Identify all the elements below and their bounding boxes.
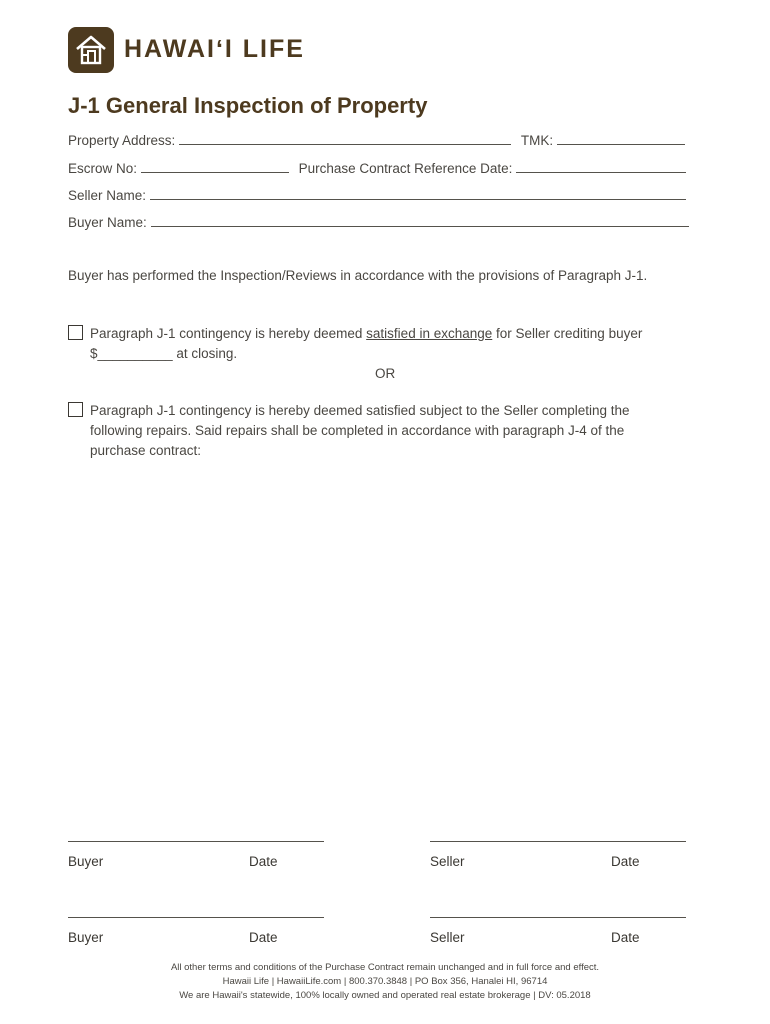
page-title: J-1 General Inspection of Property [68, 93, 428, 118]
buyer-name-label: Buyer Name: [68, 215, 147, 230]
option1-text-after: for Seller crediting buyer [492, 326, 643, 341]
house-door-icon [68, 27, 114, 73]
seller-signature-line-1[interactable] [430, 841, 686, 842]
seller-name-row [68, 187, 686, 203]
brand-name: HAWAIʻI LIFE [124, 35, 305, 63]
buyer-label-1: Buyer [68, 854, 104, 869]
buyer-signature-line-2[interactable] [68, 917, 324, 918]
buyer-name-field[interactable] [151, 214, 689, 227]
escrow-field[interactable] [141, 160, 289, 173]
buyer-date-label-1: Date [249, 854, 278, 869]
option1-checkbox[interactable] [68, 325, 83, 340]
or-divider: OR [375, 366, 396, 381]
seller-date-label-2: Date [611, 930, 640, 945]
property-address-row [68, 132, 685, 148]
option1-line2: $__________ at closing. [90, 346, 238, 361]
buyer-signature-line-1[interactable] [68, 841, 324, 842]
statement-text: Buyer has performed the Inspection/Reviews in accordance with the provisions of Paragraph J-1. [68, 268, 648, 283]
option1-text-before: Paragraph J-1 contingency is hereby deemed [90, 326, 367, 341]
tmk-field[interactable] [557, 132, 685, 145]
seller-name-label: Seller Name: [68, 188, 147, 203]
purchase-contract-date-field[interactable] [516, 160, 686, 173]
option2-line2: following repairs. Said repairs shall be completed in accordance with paragraph J-4 of the [90, 423, 625, 438]
seller-label-2: Seller [430, 930, 465, 945]
logo-mark [68, 27, 114, 73]
option2-text [90, 401, 730, 461]
footer-tagline: We are Hawaii's statewide, 100% locally owned and operated real estate brokerage | DV: 05.2018 [179, 990, 591, 1001]
tmk-label: TMK: [520, 133, 554, 148]
option1-line1 [90, 324, 710, 344]
seller-date-label-1: Date [611, 854, 640, 869]
footer-terms: All other terms and conditions of the Purchase Contract remain unchanged and in full force and effect. [170, 962, 600, 973]
escrow-label: Escrow No: [68, 161, 138, 176]
buyer-date-label-2: Date [249, 930, 278, 945]
option1-underlined: satisfied in exchange [366, 326, 493, 341]
property-address-field[interactable] [179, 132, 511, 145]
option1-text [90, 324, 710, 364]
footer-contact: Hawaii Life | HawaiiLife.com | 800.370.3848 | PO Box 356, Hanalei HI, 96714 [222, 976, 548, 987]
seller-name-field[interactable] [150, 187, 686, 200]
seller-label-1: Seller [430, 854, 465, 869]
purchase-contract-label: Purchase Contract Reference Date: [298, 161, 513, 176]
property-address-label: Property Address: [68, 133, 176, 148]
escrow-row [68, 160, 686, 176]
buyer-name-row [68, 214, 689, 230]
option2-checkbox[interactable] [68, 402, 83, 417]
option2-line3: purchase contract: [90, 443, 202, 458]
buyer-label-2: Buyer [68, 930, 104, 945]
seller-signature-line-2[interactable] [430, 917, 686, 918]
option2-line1: Paragraph J-1 contingency is hereby deemed satisfied subject to the Seller completing the [90, 403, 630, 418]
